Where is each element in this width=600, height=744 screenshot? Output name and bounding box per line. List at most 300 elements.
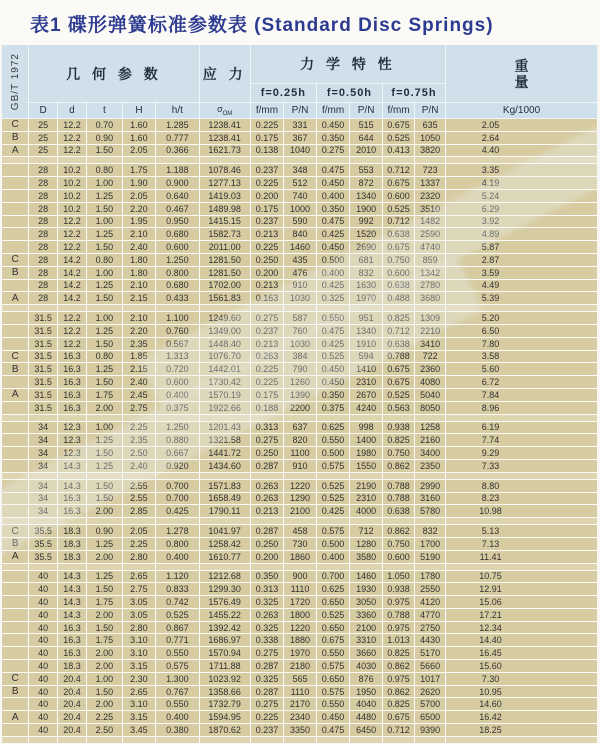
cell: 876 xyxy=(350,672,383,685)
cell: 0.225 xyxy=(250,119,283,132)
cell: 1.75 xyxy=(87,596,123,609)
cell: 4240 xyxy=(350,401,383,414)
cell: 1.25 xyxy=(87,363,123,376)
spacer-cell xyxy=(284,472,317,479)
col-f025-f: f/mm xyxy=(250,103,283,119)
cell: 565 xyxy=(284,672,317,685)
cell: 1400 xyxy=(350,434,383,447)
cell: 1.50 xyxy=(87,144,123,157)
cell: 553 xyxy=(350,164,383,177)
cell: 0.450 xyxy=(316,241,349,254)
cell-weight: 6.19 xyxy=(446,421,598,434)
cell-weight: 16.42 xyxy=(446,711,598,724)
cell: 12.2 xyxy=(57,324,86,337)
cell: 1780 xyxy=(415,570,446,583)
cell: 1658.49 xyxy=(199,492,250,505)
cell: 20.4 xyxy=(57,672,86,685)
spacer-cell xyxy=(382,563,414,570)
cell: 2780 xyxy=(415,279,446,292)
table-row xyxy=(2,550,598,563)
cell: 0.325 xyxy=(250,596,283,609)
cell: 4080 xyxy=(415,376,446,389)
cell: 10.2 xyxy=(57,202,86,215)
col-D: D xyxy=(29,103,58,119)
cell: 348 xyxy=(284,164,317,177)
spacer-cell xyxy=(156,563,199,570)
cell: 644 xyxy=(350,131,383,144)
cell: 0.400 xyxy=(156,711,199,724)
series-label: A xyxy=(2,550,29,563)
cell: 0.667 xyxy=(156,447,199,460)
cell: 0.788 xyxy=(382,608,414,621)
cell: 1.50 xyxy=(87,202,123,215)
series-label xyxy=(2,583,29,596)
cell: 1050 xyxy=(415,131,446,144)
cell: 3510 xyxy=(415,202,446,215)
cell: 3820 xyxy=(415,144,446,157)
cell: 1337 xyxy=(415,177,446,190)
cell-weight: 7.33 xyxy=(446,459,598,472)
cell: 12.3 xyxy=(57,421,86,434)
cell: 1.50 xyxy=(87,479,123,492)
cell: 2750 xyxy=(415,621,446,634)
spacer-cell xyxy=(122,157,155,164)
cell: 1.75 xyxy=(87,634,123,647)
cell: 0.237 xyxy=(250,164,283,177)
cell: 1.75 xyxy=(87,388,123,401)
cell: 0.200 xyxy=(250,550,283,563)
cell: 1441.72 xyxy=(199,447,250,460)
cell: 0.263 xyxy=(250,479,283,492)
cell: 14.2 xyxy=(57,253,86,266)
cell: 476 xyxy=(284,266,317,279)
cell: 0.475 xyxy=(316,724,349,737)
cell: 0.700 xyxy=(156,492,199,505)
cell: 0.200 xyxy=(250,266,283,279)
disc-spring-parameter-table xyxy=(2,45,598,744)
cell: 4480 xyxy=(350,711,383,724)
cell: 4030 xyxy=(350,660,383,673)
cell: 1201.43 xyxy=(199,421,250,434)
cell: 2670 xyxy=(350,388,383,401)
cell: 31.5 xyxy=(29,350,58,363)
table-row xyxy=(2,376,598,389)
cell: 0.250 xyxy=(250,253,283,266)
cell: 1570.19 xyxy=(199,388,250,401)
cell: 0.938 xyxy=(382,421,414,434)
cell: 1570.94 xyxy=(199,647,250,660)
cell: 0.975 xyxy=(382,621,414,634)
cell: 1455.22 xyxy=(199,608,250,621)
cell: 0.400 xyxy=(316,266,349,279)
spacer-row xyxy=(2,414,598,421)
cell: 1017 xyxy=(415,672,446,685)
series-label: B xyxy=(2,537,29,550)
cell: 0.600 xyxy=(156,376,199,389)
cell: 1.90 xyxy=(122,177,155,190)
cell: 2.10 xyxy=(122,228,155,241)
spacer-cell xyxy=(57,157,86,164)
series-label xyxy=(2,434,29,447)
cell: 3.10 xyxy=(122,647,155,660)
spacer-cell xyxy=(446,414,598,421)
cell: 20.4 xyxy=(57,711,86,724)
cell: 3.05 xyxy=(122,596,155,609)
spacer-cell xyxy=(122,305,155,312)
series-label: B xyxy=(2,363,29,376)
table-row xyxy=(2,324,598,337)
cell: 16.3 xyxy=(57,505,86,518)
spacer-cell xyxy=(29,518,58,525)
spacer-cell xyxy=(199,518,250,525)
cell: 0.625 xyxy=(316,583,349,596)
cell: 1448.40 xyxy=(199,337,250,350)
cell: 0.950 xyxy=(156,215,199,228)
spacer-cell xyxy=(250,305,283,312)
spacer-cell xyxy=(29,736,58,743)
spacer-cell xyxy=(446,563,598,570)
cell: 2.10 xyxy=(122,312,155,325)
cell: 0.625 xyxy=(316,421,349,434)
header-geometry: 几 何 参 数 xyxy=(29,45,199,103)
cell: 40 xyxy=(29,596,58,609)
cell: 1.00 xyxy=(87,421,123,434)
cell: 872 xyxy=(350,177,383,190)
spacer-cell xyxy=(156,518,199,525)
cell: 0.867 xyxy=(156,621,199,634)
cell: 14.3 xyxy=(57,608,86,621)
spacer-cell xyxy=(350,563,383,570)
standard-number-label: GB/T 1972 xyxy=(9,52,21,111)
spacer-cell xyxy=(350,518,383,525)
cell: 3.15 xyxy=(122,660,155,673)
cell: 35.5 xyxy=(29,550,58,563)
table-row xyxy=(2,228,598,241)
cell: 0.350 xyxy=(250,570,283,583)
cell: 1.25 xyxy=(87,537,123,550)
spacer-cell xyxy=(316,472,349,479)
cell: 722 xyxy=(415,350,446,363)
cell-weight: 7.84 xyxy=(446,388,598,401)
cell: 0.742 xyxy=(156,596,199,609)
cell: 1.313 xyxy=(156,350,199,363)
series-label: C xyxy=(2,525,29,538)
cell: 512 xyxy=(284,177,317,190)
cell: 31.5 xyxy=(29,324,58,337)
cell: 4000 xyxy=(350,505,383,518)
spacer-cell xyxy=(350,472,383,479)
cell: 5700 xyxy=(415,698,446,711)
series-label xyxy=(2,241,29,254)
cell: 40 xyxy=(29,583,58,596)
cell: 0.600 xyxy=(156,241,199,254)
cell: 18.3 xyxy=(57,525,86,538)
cell: 0.213 xyxy=(250,337,283,350)
cell-weight: 8.80 xyxy=(446,479,598,492)
cell: 859 xyxy=(415,253,446,266)
cell: 4740 xyxy=(415,241,446,254)
series-label: A xyxy=(2,144,29,157)
spacer-cell xyxy=(284,305,317,312)
table-row xyxy=(2,447,598,460)
cell: 435 xyxy=(284,253,317,266)
spacer-row xyxy=(2,472,598,479)
spacer-cell xyxy=(415,472,446,479)
cell: 3.15 xyxy=(122,711,155,724)
cell: 0.550 xyxy=(316,647,349,660)
cell: 1442.01 xyxy=(199,363,250,376)
cell: 0.675 xyxy=(316,634,349,647)
header-stress: 应 力 xyxy=(199,45,250,103)
spacer-cell xyxy=(199,305,250,312)
cell: 1.50 xyxy=(87,376,123,389)
cell: 0.225 xyxy=(250,241,283,254)
cell: 331 xyxy=(284,119,317,132)
cell: 1.00 xyxy=(87,266,123,279)
cell: 1900 xyxy=(350,202,383,215)
cell: 35.5 xyxy=(29,525,58,538)
cell: 0.767 xyxy=(156,685,199,698)
spacer-cell xyxy=(29,157,58,164)
cell: 0.325 xyxy=(316,292,349,305)
cell: 0.90 xyxy=(87,131,123,144)
cell: 18.3 xyxy=(57,537,86,550)
cell: 1.60 xyxy=(122,119,155,132)
cell: 0.525 xyxy=(316,479,349,492)
spacer-cell xyxy=(2,518,29,525)
cell: 0.550 xyxy=(316,698,349,711)
cell: 635 xyxy=(415,119,446,132)
cell: 2350 xyxy=(415,459,446,472)
series-label xyxy=(2,479,29,492)
spacer-cell xyxy=(382,157,414,164)
cell-weight: 3.92 xyxy=(446,215,598,228)
cell: 0.525 xyxy=(156,608,199,621)
cell: 40 xyxy=(29,672,58,685)
cell: 12.3 xyxy=(57,447,86,460)
cell: 2.80 xyxy=(122,621,155,634)
cell: 1922.66 xyxy=(199,401,250,414)
cell: 1571.83 xyxy=(199,479,250,492)
cell: 2.25 xyxy=(122,421,155,434)
spacer-cell xyxy=(415,157,446,164)
cell: 0.163 xyxy=(250,292,283,305)
cell: 0.920 xyxy=(156,459,199,472)
cell: 0.525 xyxy=(316,492,349,505)
cell: 28 xyxy=(29,202,58,215)
table-row xyxy=(2,711,598,724)
spacer-cell xyxy=(2,414,29,421)
cell: 0.650 xyxy=(316,672,349,685)
table-row xyxy=(2,350,598,363)
cell: 0.680 xyxy=(156,228,199,241)
cell: 0.575 xyxy=(156,660,199,673)
cell: 2.55 xyxy=(122,492,155,505)
cell: 3160 xyxy=(415,492,446,505)
cell: 2.20 xyxy=(122,202,155,215)
cell: 1110 xyxy=(284,685,317,698)
cell: 0.938 xyxy=(382,583,414,596)
cell: 1076.70 xyxy=(199,350,250,363)
series-label xyxy=(2,324,29,337)
cell: 1.25 xyxy=(87,279,123,292)
cell: 28 xyxy=(29,164,58,177)
cell: 14.3 xyxy=(57,570,86,583)
cell: 1.25 xyxy=(87,459,123,472)
cell: 0.287 xyxy=(250,685,283,698)
table-row xyxy=(2,164,598,177)
series-label: A xyxy=(2,388,29,401)
cell: 0.213 xyxy=(250,279,283,292)
cell: 0.563 xyxy=(382,401,414,414)
cell: 25 xyxy=(29,131,58,144)
cell: 3580 xyxy=(350,550,383,563)
cell: 0.488 xyxy=(382,292,414,305)
cell: 0.450 xyxy=(316,376,349,389)
spacer-cell xyxy=(156,736,199,743)
cell: 40 xyxy=(29,660,58,673)
cell: 0.788 xyxy=(382,492,414,505)
cell: 6500 xyxy=(415,711,446,724)
cell: 832 xyxy=(415,525,446,538)
series-label: C xyxy=(2,672,29,685)
spacer-cell xyxy=(415,305,446,312)
cell: 0.213 xyxy=(250,505,283,518)
cell: 1732.79 xyxy=(199,698,250,711)
cell: 1790.11 xyxy=(199,505,250,518)
cell: 0.350 xyxy=(316,131,349,144)
spacer-cell xyxy=(446,472,598,479)
cell-weight: 3.58 xyxy=(446,350,598,363)
cell: 0.638 xyxy=(382,279,414,292)
cell: 1.25 xyxy=(87,570,123,583)
cell-weight: 16.45 xyxy=(446,647,598,660)
cell: 2.40 xyxy=(122,459,155,472)
col-f075-P: P/N xyxy=(415,103,446,119)
cell: 14.3 xyxy=(57,479,86,492)
cell: 0.638 xyxy=(382,505,414,518)
cell: 1419.03 xyxy=(199,189,250,202)
cell: 0.638 xyxy=(382,337,414,350)
cell: 2.40 xyxy=(122,376,155,389)
spacer-cell xyxy=(415,563,446,570)
cell: 5660 xyxy=(415,660,446,673)
table-row xyxy=(2,608,598,621)
table-row xyxy=(2,647,598,660)
spacer-cell xyxy=(415,518,446,525)
spacer-cell xyxy=(199,414,250,421)
cell: 1281.50 xyxy=(199,266,250,279)
cell-weight: 4.89 xyxy=(446,228,598,241)
cell: 1630 xyxy=(350,279,383,292)
cell: 28 xyxy=(29,177,58,190)
cell: 0.375 xyxy=(316,401,349,414)
cell: 0.675 xyxy=(382,241,414,254)
cell: 2.25 xyxy=(122,537,155,550)
cell: 0.880 xyxy=(156,434,199,447)
series-label xyxy=(2,215,29,228)
cell: 1970 xyxy=(350,292,383,305)
spacer-cell xyxy=(350,736,383,743)
cell: 1561.83 xyxy=(199,292,250,305)
col-sigma: $\sigma_{OM}$ xyxy=(199,103,250,119)
cell: 2.85 xyxy=(122,505,155,518)
cell: 0.400 xyxy=(156,388,199,401)
cell: 2.40 xyxy=(122,241,155,254)
cell: 28 xyxy=(29,279,58,292)
table-row xyxy=(2,421,598,434)
series-label xyxy=(2,505,29,518)
cell: 14.3 xyxy=(57,459,86,472)
cell: 1.80 xyxy=(122,253,155,266)
spacer-cell xyxy=(156,305,199,312)
cell: 0.500 xyxy=(316,253,349,266)
cell: 0.567 xyxy=(156,337,199,350)
cell: 12.2 xyxy=(57,228,86,241)
cell: 790 xyxy=(284,363,317,376)
cell: 28 xyxy=(29,215,58,228)
cell: 18.3 xyxy=(57,550,86,563)
cell: 2550 xyxy=(415,583,446,596)
spacer-cell xyxy=(199,736,250,743)
cell: 1.50 xyxy=(87,621,123,634)
col-f050-f: f/mm xyxy=(316,103,349,119)
cell: 0.366 xyxy=(156,144,199,157)
series-label xyxy=(2,337,29,350)
cell-weight: 14.60 xyxy=(446,698,598,711)
cell: 998 xyxy=(350,421,383,434)
cell: 1.300 xyxy=(156,672,199,685)
header-mechanical: 力 学 特 性 xyxy=(250,45,445,84)
table-row xyxy=(2,363,598,376)
cell: 0.575 xyxy=(316,685,349,698)
cell: 2620 xyxy=(415,685,446,698)
cell: 3660 xyxy=(350,647,383,660)
cell: 1.120 xyxy=(156,570,199,583)
cell: 0.225 xyxy=(250,363,283,376)
cell: 0.650 xyxy=(316,596,349,609)
cell: 2.30 xyxy=(122,672,155,685)
spacer-cell xyxy=(316,736,349,743)
cell: 2.45 xyxy=(122,388,155,401)
table-row xyxy=(2,459,598,472)
cell: 14.3 xyxy=(57,596,86,609)
table-row xyxy=(2,570,598,583)
cell: 0.700 xyxy=(316,570,349,583)
cell: 5170 xyxy=(415,647,446,660)
cell: 4770 xyxy=(415,608,446,621)
cell: 2.80 xyxy=(122,550,155,563)
cell: 0.525 xyxy=(382,131,414,144)
cell: 820 xyxy=(284,434,317,447)
table-row xyxy=(2,434,598,447)
cell: 1349.00 xyxy=(199,324,250,337)
cell: 1100 xyxy=(284,447,317,460)
cell: 0.450 xyxy=(316,119,349,132)
spacer-cell xyxy=(316,518,349,525)
cell: 1482 xyxy=(415,215,446,228)
cell-weight: 5.87 xyxy=(446,241,598,254)
cell: 16.3 xyxy=(57,401,86,414)
table-row xyxy=(2,253,598,266)
cell: 31.5 xyxy=(29,312,58,325)
cell-weight: 11.41 xyxy=(446,550,598,563)
cell: 0.550 xyxy=(316,434,349,447)
cell: 0.275 xyxy=(250,647,283,660)
spacer-cell xyxy=(284,518,317,525)
cell: 16.3 xyxy=(57,634,86,647)
spacer-cell xyxy=(316,563,349,570)
